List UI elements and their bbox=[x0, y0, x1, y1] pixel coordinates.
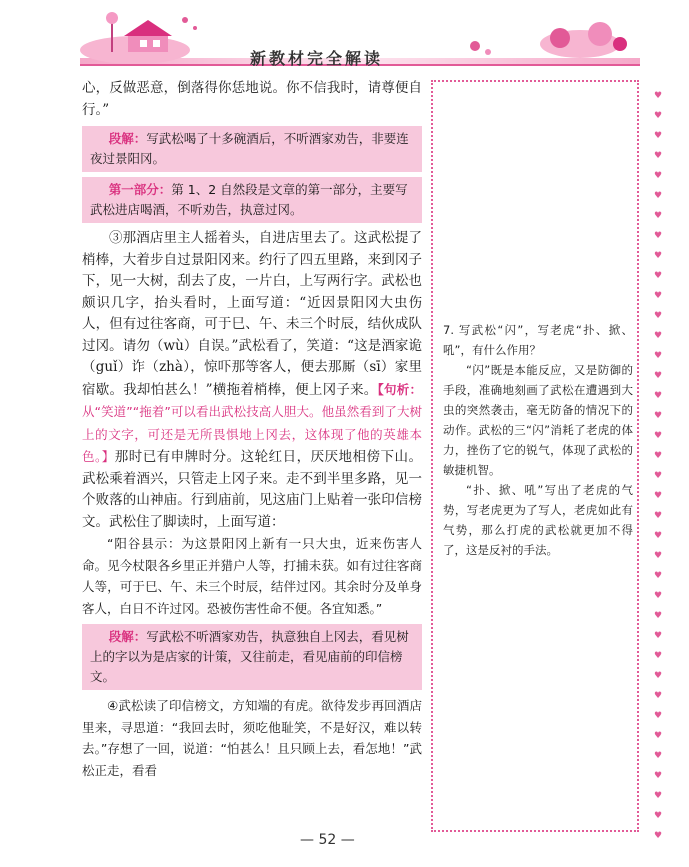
part-tag: 第一部分： bbox=[108, 182, 172, 197]
heart-icon: ♥ bbox=[654, 91, 663, 101]
heart-icon: ♥ bbox=[654, 771, 663, 781]
paragraph-4: ④武松读了印信榜文，方知端的有虎。欲待发步再回酒店里来，寻思道：“我回去时，须吃他耻笑，不是好汉，难以转去。”存想了一回，说道：“怕甚么！且只顾上去，看怎地！”武松正走，看看 bbox=[82, 698, 422, 778]
heart-icon: ♥ bbox=[654, 631, 663, 641]
sidebar-text bbox=[443, 320, 633, 560]
heart-icon: ♥ bbox=[654, 811, 663, 821]
sidebar-question: 7. 写武松“闪”，写老虎“扑、掀、吼”，有什么作用？ bbox=[443, 323, 633, 357]
heart-icon: ♥ bbox=[654, 251, 663, 261]
heart-icon: ♥ bbox=[654, 451, 663, 461]
heart-icon: ♥ bbox=[654, 391, 663, 401]
analysis-tag: 段解： bbox=[108, 131, 147, 146]
heart-icon: ♥ bbox=[654, 371, 663, 381]
heart-icon: ♥ bbox=[654, 671, 663, 681]
analysis-text: 写武松喝了十多碗酒后，不听酒家劝告，非要连夜过景阳冈。 bbox=[90, 131, 409, 166]
heart-icon: ♥ bbox=[654, 791, 663, 801]
heart-icon: ♥ bbox=[654, 271, 663, 281]
sidebar-answer-2: “扑、掀、吼”写出了老虎的气势，写老虎更为了写人，老虎如此有气势，那么打虎的武松就更加不得了，这是反衬的手法。 bbox=[443, 483, 633, 557]
analysis-tag: 段解： bbox=[108, 629, 147, 644]
sidebar-answer-1: “闪”既是本能反应，又是防御的手段，准确地刻画了武松在遭遇到大虫的突然袭击，毫无防备的情况下的动作。武松的三“闪”消耗了老虎的体力，挫伤了它的锐气，体现了武松的敏捷机智。 bbox=[443, 363, 633, 477]
heart-icon: ♥ bbox=[654, 431, 663, 441]
page-number: — 52 — bbox=[300, 832, 355, 848]
header-title: 新教材完全解读 bbox=[250, 49, 384, 68]
heart-icon: ♥ bbox=[654, 711, 663, 721]
heart-icon: ♥ bbox=[654, 551, 663, 561]
heart-icon: ♥ bbox=[654, 651, 663, 661]
heart-icon: ♥ bbox=[654, 311, 663, 321]
part-summary-box bbox=[82, 177, 422, 223]
analysis-text: 写武松不听酒家劝告，执意独自上冈去，看见树上的字以为是店家的计策，又往前走，看见庙前的印信榜文。 bbox=[90, 629, 409, 684]
heart-icon: ♥ bbox=[654, 211, 663, 221]
heart-icon: ♥ bbox=[654, 231, 663, 241]
heart-icon: ♥ bbox=[654, 351, 663, 361]
heart-icon: ♥ bbox=[654, 531, 663, 541]
part-text: 第 1、2 自然段是文章的第一部分，主要写武松进店喝酒，不听劝告，执意过冈。 bbox=[90, 182, 408, 217]
heart-icon: ♥ bbox=[654, 731, 663, 741]
page-header bbox=[0, 0, 689, 72]
heart-icon: ♥ bbox=[654, 611, 663, 621]
heart-icon: ♥ bbox=[654, 591, 663, 601]
heart-icon: ♥ bbox=[654, 191, 663, 201]
heart-icon: ♥ bbox=[654, 291, 663, 301]
heart-icon: ♥ bbox=[654, 691, 663, 701]
paragraph-analysis-box-2 bbox=[82, 624, 422, 690]
main-text-column bbox=[82, 78, 422, 781]
heart-icon: ♥ bbox=[654, 491, 663, 501]
heart-icon: ♥ bbox=[654, 411, 663, 421]
heart-icon: ♥ bbox=[654, 831, 663, 841]
heart-icon: ♥ bbox=[654, 131, 663, 141]
paragraph-continued: 心，反做恶意，倒落得你恁地说。你不信我时，请尊便自行。” bbox=[82, 80, 422, 118]
sidebar-notes bbox=[431, 80, 639, 832]
paragraph-3 bbox=[82, 228, 422, 533]
heart-icon: ♥ bbox=[654, 751, 663, 761]
heart-icon: ♥ bbox=[654, 511, 663, 521]
heart-icon: ♥ bbox=[654, 571, 663, 581]
heart-icon: ♥ bbox=[654, 331, 663, 341]
heart-border-decoration bbox=[650, 90, 670, 850]
heart-icon: ♥ bbox=[654, 151, 663, 161]
notice-quote: “阳谷县示：为这景阳冈上新有一只大虫，近来伤害人命。见今杖限各乡里正并猎户人等，打捕未获。如有过往客商人等，可于巳、午、未三个时辰，结伴过冈。其余时分及单身客人，白日不许过冈。恐被伤害性命不便。各宜知悉。” bbox=[82, 536, 422, 616]
sentence-analysis-label: 【句析： bbox=[377, 381, 422, 397]
paragraph-3-continued: 那时已有申牌时分。这轮红日，厌厌地相傍下山。武松乘着酒兴，只管走上冈子来。走不到半里多路，见一个败落的山神庙。行到庙前，见这庙门上贴着一张印信榜文。武松住了脚读时，上面写道： bbox=[82, 449, 422, 530]
paragraph-3-text: ③那酒店里主人摇着头，自进店里去了。这武松提了梢棒，大着步自过景阳冈来。约行了四五里路，来到冈子下，见一大树，刮去了皮，一片白，上写两行字。武松也颇识几字，抬头看时，上面写道：“近因景阳冈大虫伤人，但有过往客商，可于巳、午、未三个时辰，结伙成队过冈。请勿（wù）自误。”武松看了，笑道：“这是酒家诡（guǐ）诈（zhà），惊吓那等客人，便去那厮（sī）家里宿歇。我却怕甚么！”横拖着梢棒，便上冈子来。 bbox=[82, 230, 422, 398]
sentence-analysis-text: 从“笑道”“拖着”可以看出武松技高人胆大。他虽然看到了大树上的文字，可还是无所畏惧地上冈去，这体现了他的英雄本色。】 bbox=[82, 404, 422, 464]
heart-icon: ♥ bbox=[654, 171, 663, 181]
heart-icon: ♥ bbox=[654, 471, 663, 481]
heart-icon: ♥ bbox=[654, 111, 663, 121]
paragraph-analysis-box-1 bbox=[82, 126, 422, 172]
